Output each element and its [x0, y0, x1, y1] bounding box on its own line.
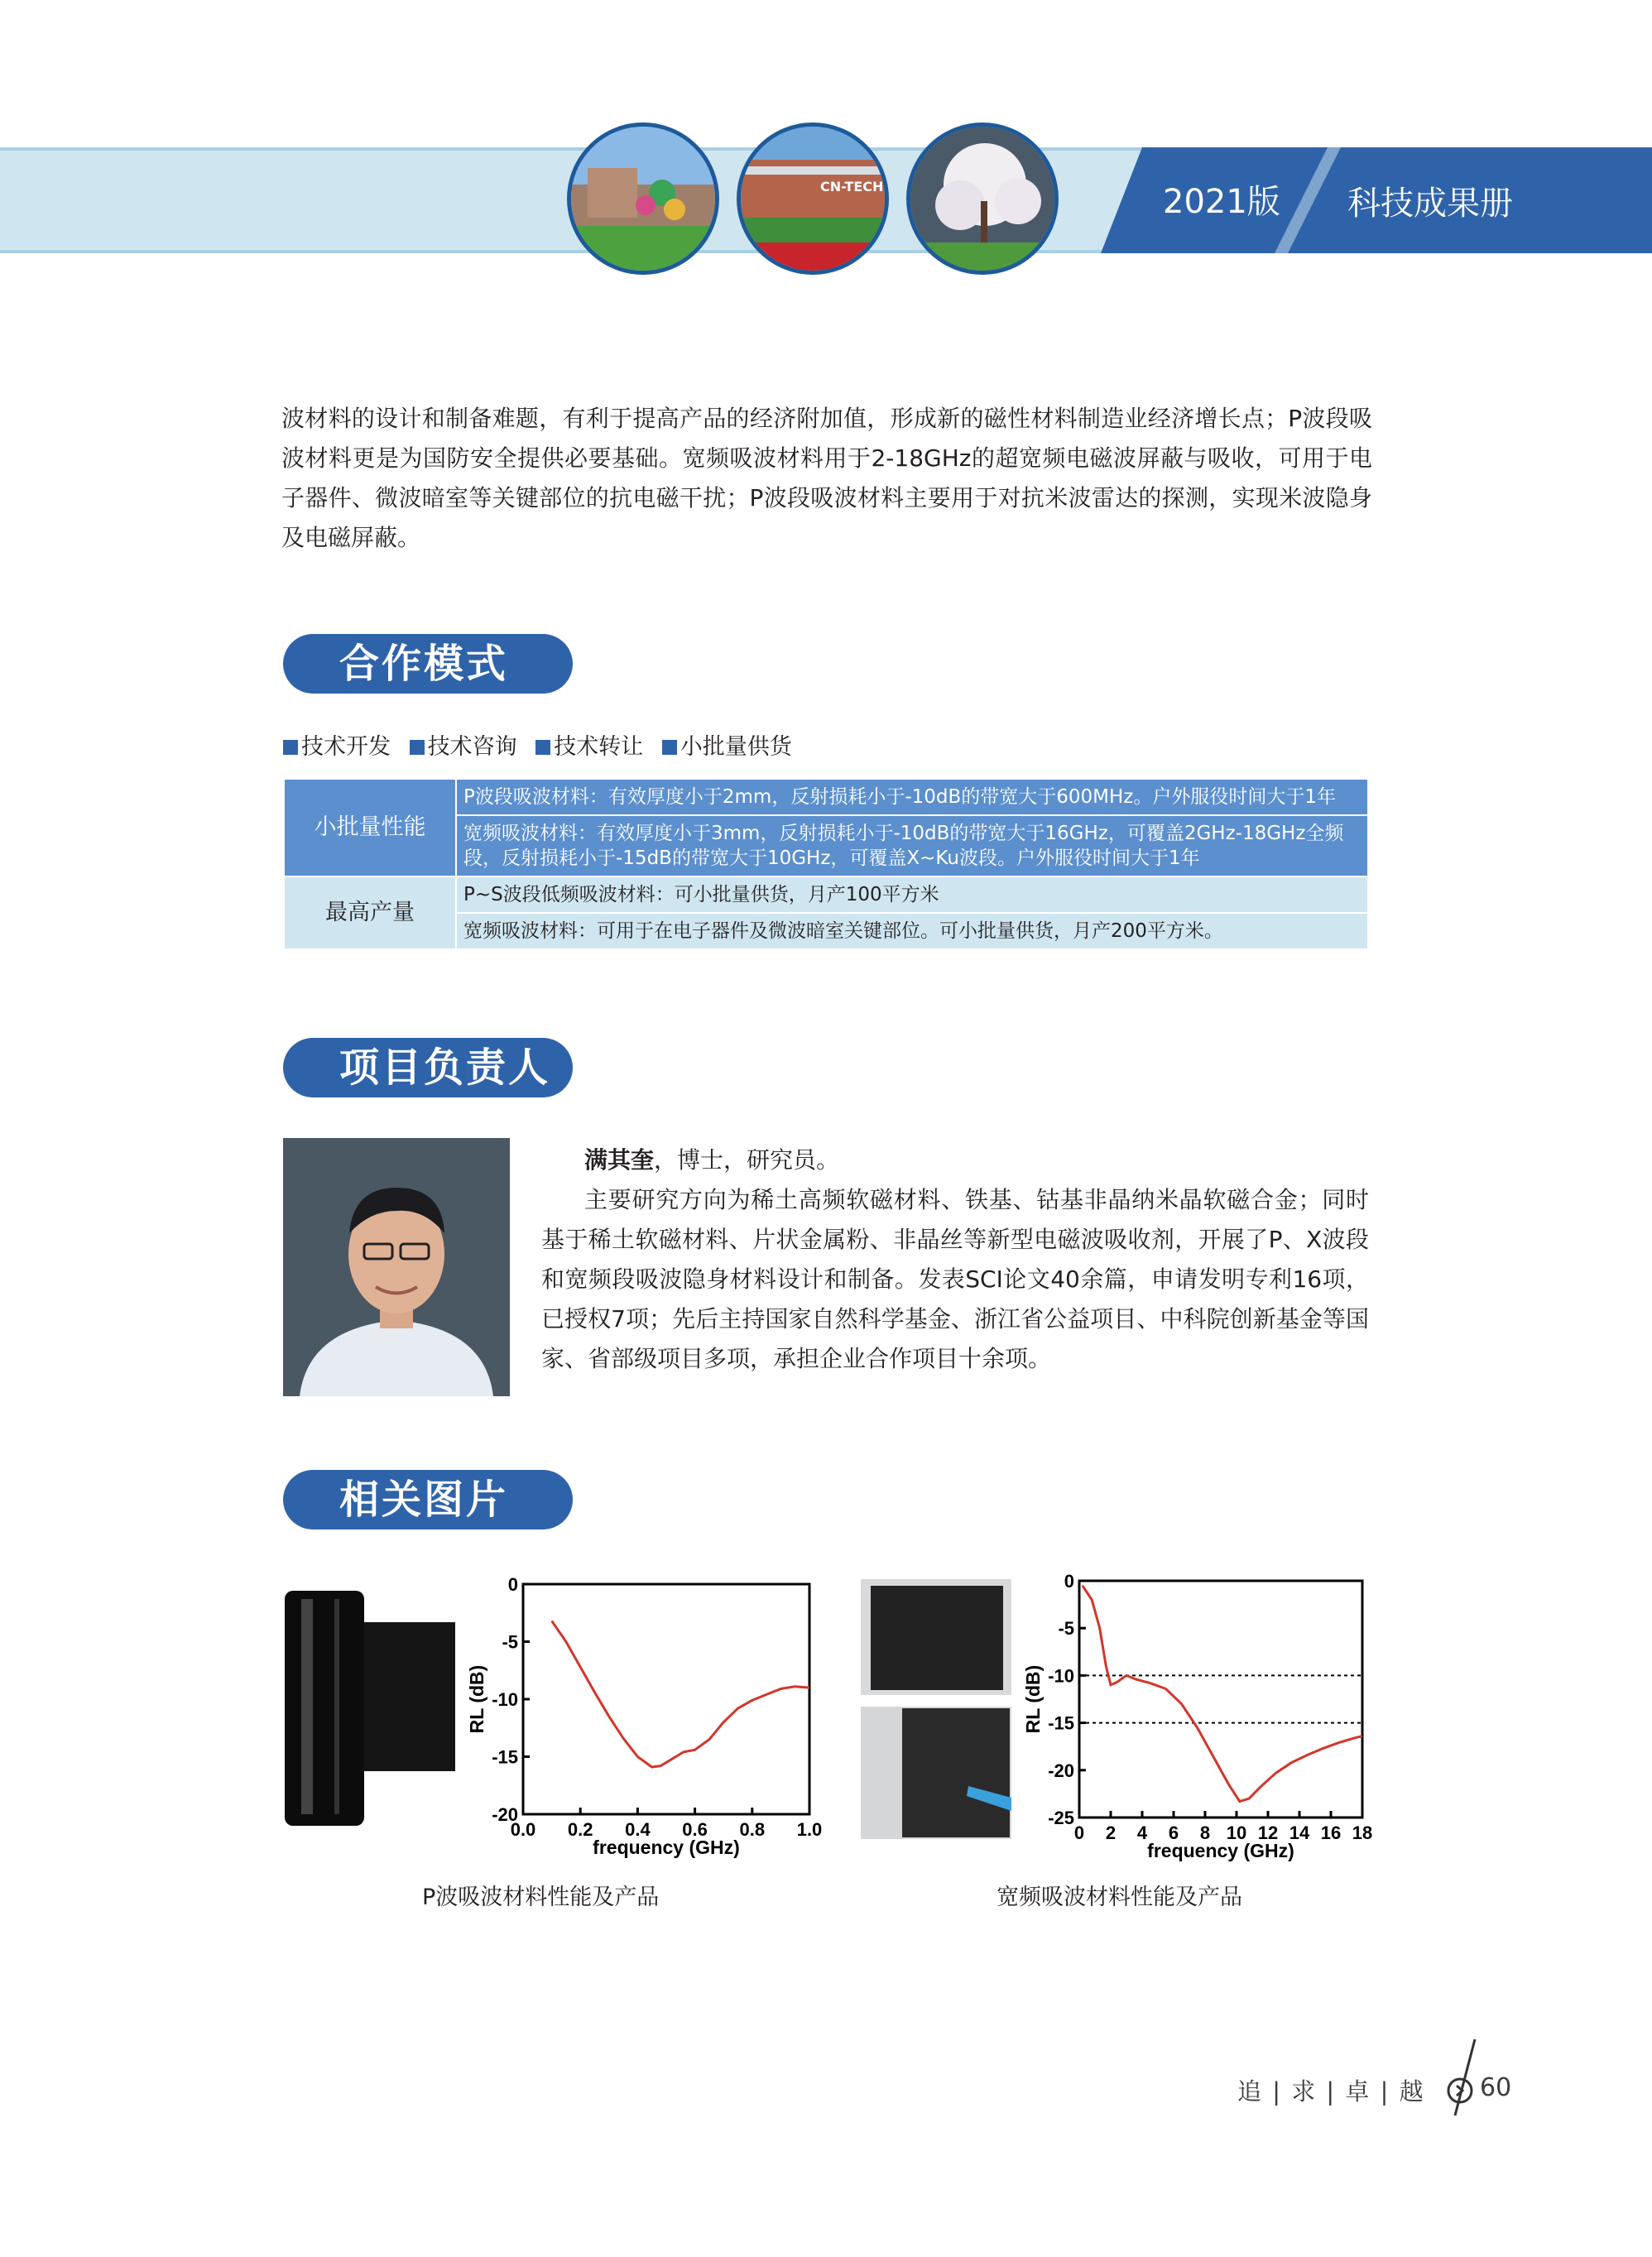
page-number: 60: [1480, 2073, 1512, 2102]
y-tick-label: -10: [492, 1689, 518, 1710]
x-tick-label: 14: [1289, 1822, 1310, 1843]
cooperation-tags: [283, 728, 804, 761]
x-tick-label: 18: [1352, 1822, 1373, 1843]
x-tick-label: 16: [1320, 1822, 1342, 1843]
x-tick-label: 0.6: [682, 1819, 708, 1840]
intro-paragraph: 波材料的设计和制备难题，有利于提高产品的经济附加值，形成新的磁性材料制造业经济增长点；P波段吸波材料更是为国防安全提供必要基础。宽频吸波材料用于2-18GHz的超宽频电磁波屏蔽与吸收，可用于电子器件、微波暗室等关键部位的抗电磁干扰；P波段吸波材料主要用于对抗米波雷达的探测，实现米波隐身及电磁屏蔽。: [281, 405, 1372, 551]
table-row-head: 最高产量: [284, 876, 456, 949]
campus-photo-2: [737, 122, 889, 275]
tag-item: 技术咨询: [410, 734, 517, 760]
table-cell: 宽频吸波材料：可用于在电子器件及微波暗室关键部位。可小批量供货，月产200平方米。: [456, 913, 1368, 949]
y-tick-label: -25: [1048, 1808, 1074, 1828]
x-tick-label: 1.0: [796, 1819, 823, 1840]
y-tick-label: -5: [1058, 1618, 1074, 1640]
footer-slogan: 追 | 求 | 卓 | 越: [1237, 2077, 1425, 2106]
leader-bio-text: 主要研究方向为稀土高频软磁材料、铁基、钴基非晶纳米晶软磁合金；同时基于稀土软磁材料、片状金属粉、非晶丝等新型电磁波吸收剂，开展了P、X波段和宽频段吸波隐身材料设计和制备。发表SCI论文40余篇，申请发明专利16项，已授权7项；先后主持国家自然科学基金、浙江省公益项目、中科院创新基金等国家、省部级项目多项，承担企业合作项目十余项。: [541, 1186, 1369, 1372]
y-tick-label: -15: [492, 1746, 518, 1768]
x-axis-label: frequency (GHz): [593, 1837, 740, 1858]
p-band-product-photo: [276, 1591, 463, 1831]
x-tick-label: 2: [1105, 1822, 1117, 1843]
x-tick-label: 0.2: [567, 1819, 593, 1840]
table-cell: P波段吸波材料：有效厚度小于2mm，反射损耗小于-10dB的带宽大于600MHz。户外服役时间大于1年: [456, 779, 1368, 815]
square-bullet-icon: [410, 740, 425, 755]
leader-heading: 项目负责人: [283, 1038, 573, 1097]
y-tick-label: -5: [502, 1631, 518, 1653]
plot-frame: [1079, 1581, 1362, 1818]
campus-sign: CN-TECH: [820, 179, 884, 194]
table-cell: 宽频吸波材料：有效厚度小于3mm，反射损耗小于-10dB的带宽大于16GHz，可覆盖2GHz-18GHz全频段，反射损耗小于-15dB的带宽大于10GHz，可覆盖X~Ku波段。户外服役时间大于1年: [456, 815, 1368, 876]
broadband-sheet-photo-2: [861, 1707, 1011, 1839]
x-tick-label: 0: [1073, 1822, 1085, 1843]
y-tick-label: -10: [1048, 1665, 1074, 1687]
tag-item: 小批量供货: [662, 734, 792, 760]
caption-right: 宽频吸波材料性能及产品: [996, 1885, 1242, 1910]
square-bullet-icon: [535, 740, 550, 755]
y-tick-label: -20: [1048, 1760, 1074, 1781]
plot-frame: [523, 1584, 809, 1814]
leader-intro-line: [541, 1141, 1369, 1180]
square-bullet-icon: [283, 740, 298, 755]
x-tick-label: 4: [1136, 1822, 1148, 1843]
pictures-heading: 相关图片: [283, 1470, 573, 1529]
leader-title: ，博士，研究员。: [654, 1146, 840, 1174]
tag-item: 技术转让: [535, 734, 643, 760]
x-axis-label: frequency (GHz): [1147, 1840, 1294, 1861]
x-tick-label: 0.4: [625, 1819, 651, 1840]
x-tick-label: 8: [1199, 1822, 1211, 1843]
caption-left: P波吸波材料性能及产品: [422, 1885, 660, 1910]
leader-portrait: [283, 1138, 510, 1396]
p-band-rl-chart: [463, 1564, 828, 1870]
cooperation-heading: 合作模式: [283, 634, 573, 694]
x-tick-label: 6: [1168, 1822, 1179, 1843]
chart-plot: [466, 1574, 822, 1858]
square-bullet-icon: [662, 740, 677, 755]
chart-plot: [1022, 1571, 1372, 1861]
publication-title: 科技成果册: [1347, 185, 1513, 223]
y-axis-label: RL (dB): [1022, 1664, 1044, 1734]
x-tick-label: 0.0: [510, 1819, 536, 1840]
y-tick-label: 0: [1064, 1571, 1074, 1592]
y-tick-label: 0: [507, 1574, 518, 1595]
x-tick-label: 10: [1226, 1822, 1247, 1843]
y-axis-label: RL (dB): [466, 1664, 487, 1734]
table-row-head: 小批量性能: [284, 779, 456, 876]
edition-year: 2021版: [1163, 183, 1280, 221]
campus-photo-1: [567, 122, 719, 275]
leader-name: 满其奎: [584, 1146, 655, 1174]
broadband-rl-chart: [1020, 1561, 1384, 1870]
table-row: [284, 779, 1368, 815]
leader-bio: [541, 1141, 1369, 1379]
campus-photo-3: [906, 122, 1059, 275]
x-tick-label: 0.8: [739, 1819, 766, 1840]
x-tick-label: 12: [1257, 1822, 1279, 1843]
performance-table: [283, 778, 1369, 950]
table-row: [284, 876, 1368, 913]
y-tick-label: -20: [492, 1804, 518, 1825]
table-cell: P~S波段低频吸波材料：可小批量供货，月产100平方米: [456, 876, 1368, 913]
broadband-sheet-photo-1: [861, 1579, 1011, 1695]
y-tick-label: -15: [1048, 1712, 1074, 1734]
series-line: [552, 1621, 809, 1768]
series-line: [1083, 1586, 1362, 1802]
tag-item: 技术开发: [283, 734, 391, 760]
